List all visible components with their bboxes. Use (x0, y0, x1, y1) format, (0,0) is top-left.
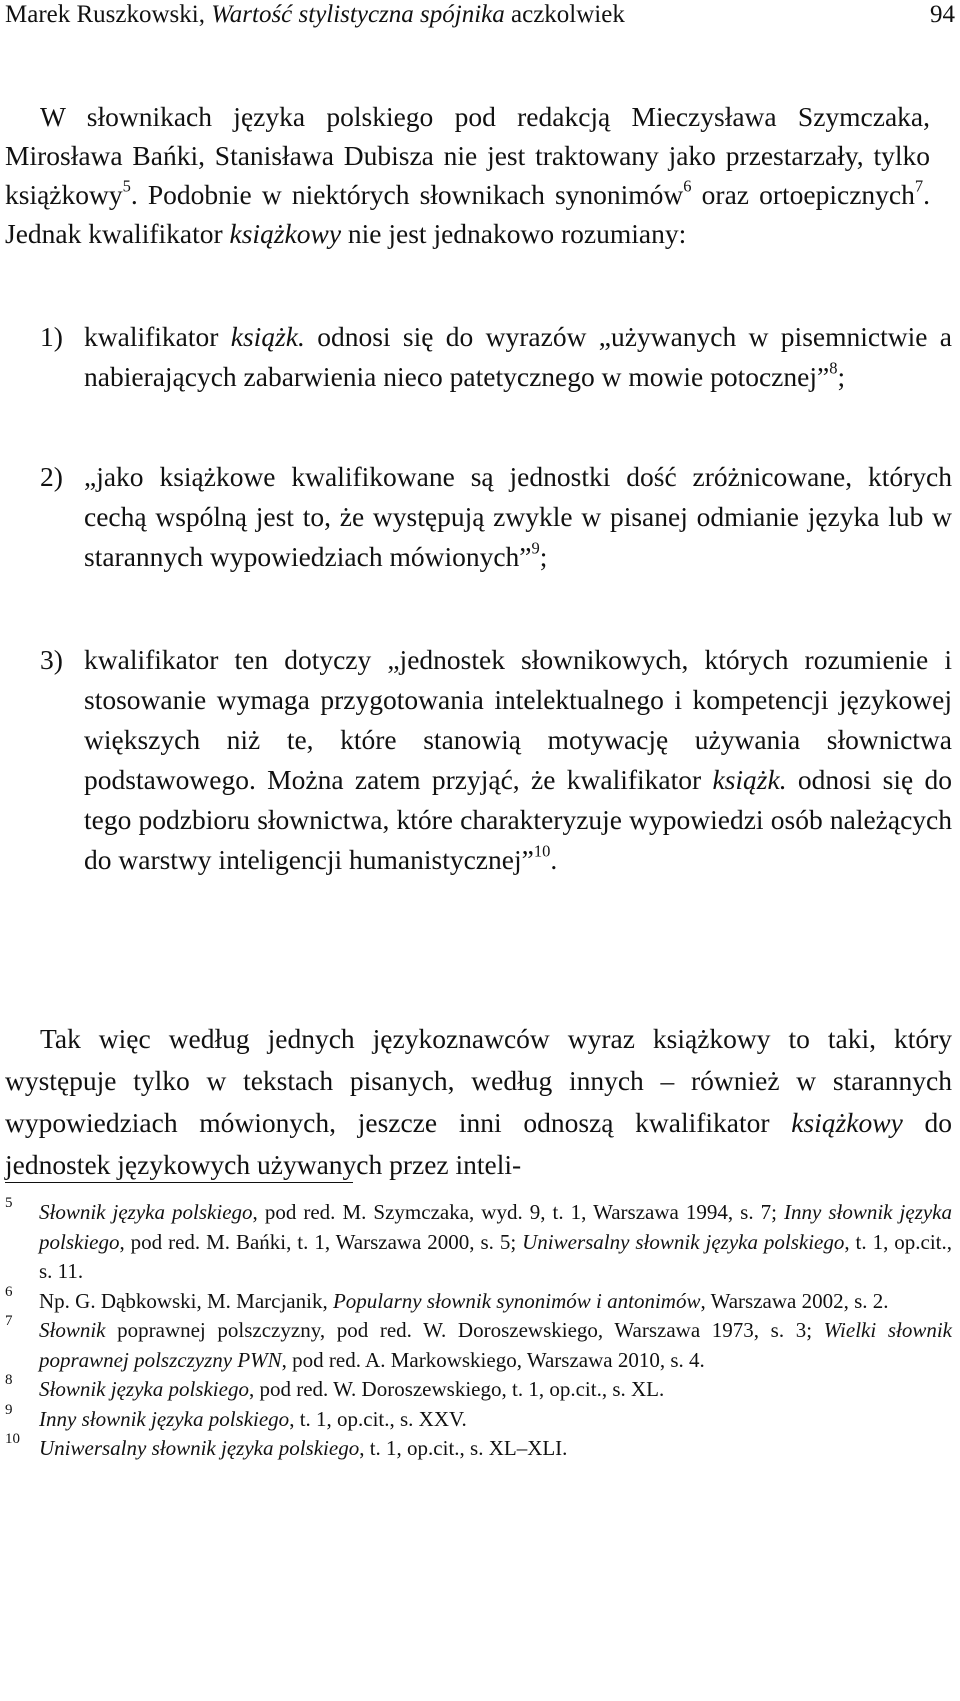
intro-paragraph: W słownikach języka polskiego pod redakcją Mieczysława Szymczaka, Mirosława Bańki, Stanisława Dubisza nie jest traktowany jako przestarzały, tylko książkowy$^5$. Podobnie w niektórych słownikach synonimów$^6$ oraz ortoepicznych$^7$. Jednak kwalifikator książkowy nie jest jednakowo rozumiany: (5, 101, 930, 249)
list-item-number: 3) (40, 644, 63, 675)
footnote-divider (5, 1182, 353, 1183)
footnote-6: 6 Np. G. Dąbkowski, M. Marcjanik, Popularny słownik synonimów i antonimów, Warszawa 2002, s. 2. (5, 1287, 952, 1317)
header-author: Marek Ruszkowski, (5, 1, 212, 28)
list-item (40, 640, 952, 880)
running-title (5, 0, 625, 30)
footnote-ref-7: 7 (914, 176, 924, 196)
footnote-7: 7 Słownik poprawnej polszczyzny, pod red. W. Doroszewskiego, Warszawa 1973, s. 3; Wielki słownik poprawnej polszczyzny PWN, pod red. A. Markowskiego, Warszawa 2010, s. 4. (5, 1316, 952, 1375)
footnote-9: 9 Inny słownik języka polskiego, t. 1, op.cit., s. XXV. (5, 1405, 952, 1435)
footnote-number: 9 (5, 1401, 13, 1418)
footnote-5: 5 Słownik języka polskiego, pod red. M. Szymczaka, wyd. 9, t. 1, Warszawa 1994, s. 7; Inny słownik języka polskiego, pod red. M. Bańki, t. 1, Warszawa 2000, s. 5; Uniwersalny słownik języka polskiego, t. 1, op.cit., s. 11. (5, 1198, 952, 1287)
running-header (5, 0, 955, 34)
footnote-ref-8: 8 (829, 358, 838, 378)
page-number: 94 (930, 1, 955, 28)
main-paragraph: Tak więc według jednych językoznawców wyraz książkowy to taki, który występuje tylko w tekstach pisanych, według innych – również w starannych wypowiedziach mówionych, jeszcze inni odnoszą kwalifikator książkowy do jednostek językowych używanych przez inteli- (5, 1023, 952, 1180)
footnote-number: 6 (5, 1283, 13, 1300)
footnote-8: 8 Słownik języka polskiego, pod red. W. Doroszewskiego, t. 1, op.cit., s. XL. (5, 1375, 952, 1405)
footnote-ref-10: 10 (533, 841, 551, 861)
list-item-text: kwalifikator książk. odnosi się do wyrazów „używanych w pisemnictwie a nabierających zabarwienia nieco patetycznego w mowie potocznej”$^8$; (84, 321, 953, 392)
footnote-ref-6: 6 (683, 176, 692, 196)
footnotes (5, 1195, 953, 1464)
header-title-rest: aczkolwiek (504, 1, 625, 28)
list-item-number: 1) (40, 321, 63, 352)
list-item-text: „jako książkowe kwalifikowane są jednostki dość zróżnicowane, których cechą wspólną jest to, że występują zwykle w pisanej odmianie języka lub w starannych wypowiedziach mówionych”$^9$; (84, 461, 952, 572)
list-item-number: 2) (40, 461, 63, 492)
footnote-ref-9: 9 (531, 538, 540, 558)
list-item-text: kwalifikator ten dotyczy „jednostek słownikowych, których rozumienie i stosowanie wymaga przygotowania intelektualnego i kompetencji językowej większych niż te, które stanowią motywację używania słownictwa podstawowego. Można zatem przyjąć, że kwalifikator książk. odnosi się do tego podzbioru słownictwa, które charakteryzuje wypowiedzi osób należących do warstwy inteligencji humanistycznej”$^{10}$. (84, 644, 952, 875)
footnote-number: 10 (5, 1431, 20, 1447)
header-title-italic: Wartość stylistyczna spójnika (211, 1, 505, 28)
list-item (40, 457, 952, 577)
footnote-number: 5 (5, 1195, 13, 1211)
footnote-ref-5: 5 (122, 176, 131, 196)
footnote-number: 7 (5, 1313, 13, 1329)
list-item (40, 317, 952, 397)
footnote-10: 10 Uniwersalny słownik języka polskiego, t. 1, op.cit., s. XL–XLI. (5, 1434, 952, 1464)
footnote-number: 8 (5, 1372, 13, 1388)
